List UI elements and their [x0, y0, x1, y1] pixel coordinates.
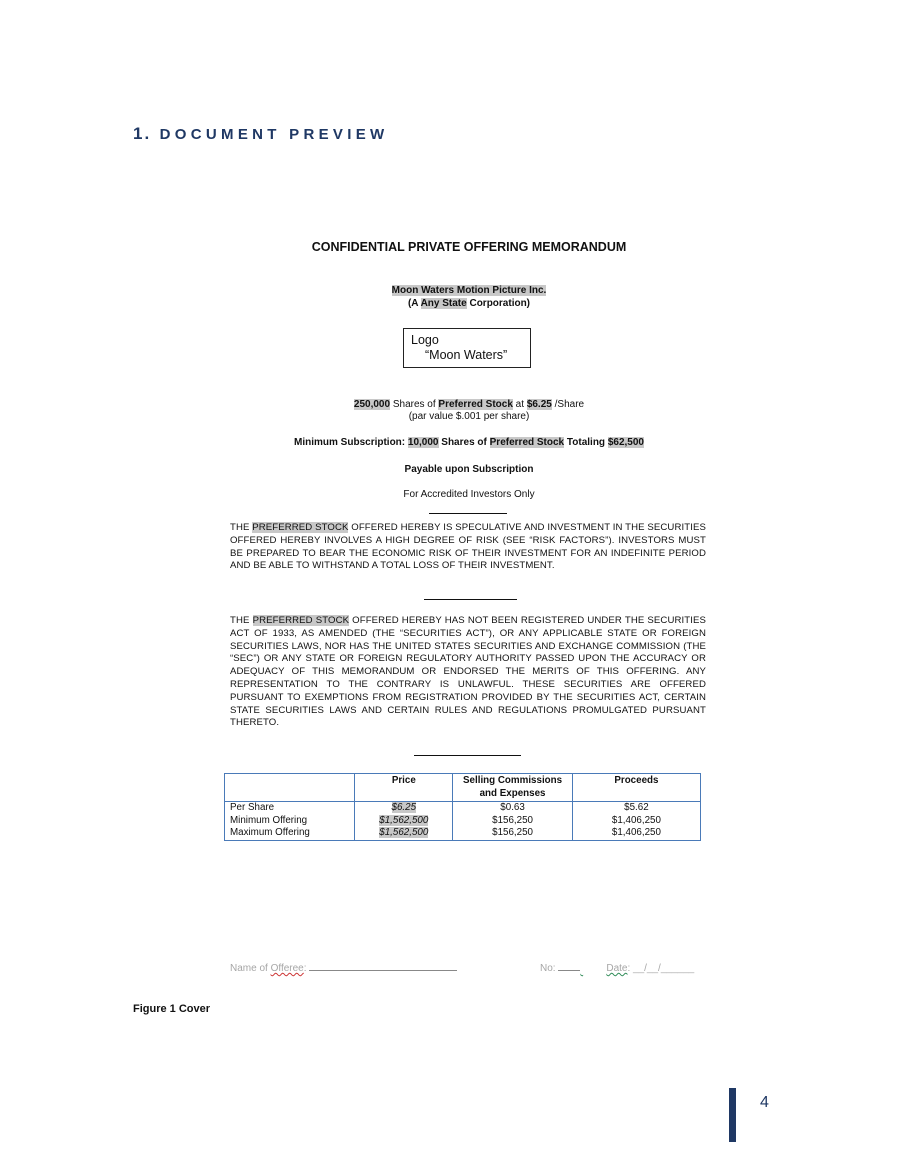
para1-lead: THE — [230, 522, 253, 533]
shares-offering — [0, 399, 900, 423]
para1-text: OFFERED HEREBY IS SPECULATIVE AND INVESTMENT IN THE SECURITIES OFFERED HEREBY INVOLVES A HIGH DEGREE OF RISK (SEE “RISK FACTORS”). INVESTORS MUST BE PREPARED TO BEAR THE ECONOMIC RISK OF THEIR INVESTMENT FOR AN INDEFINITE PERIOD AND BE ABLE TO WITHSTAND A TOTAL LOSS OF THEIR INVESTMENT. — [230, 522, 706, 572]
memo-title: CONFIDENTIAL PRIVATE OFFERING MEMORANDUM — [311, 240, 627, 254]
min-sub-count: 10,000 — [407, 437, 439, 448]
page-number: 4 — [760, 1094, 769, 1111]
row-price: $1,562,500 — [379, 827, 429, 839]
table-row — [225, 827, 701, 840]
table-header-price: Price — [355, 774, 453, 802]
table-header-row — [225, 774, 701, 802]
offeree-name-blank — [309, 961, 457, 971]
offeree-suffix: : — [303, 963, 307, 974]
table-row — [225, 815, 701, 828]
offeree-prefix: Name of — [230, 963, 271, 974]
accredited-note: For Accredited Investors Only — [403, 489, 535, 500]
logo-line-2: “Moon Waters” — [425, 348, 508, 362]
offeree-word: Offeree — [270, 963, 304, 974]
risk-paragraph — [230, 522, 706, 573]
state-suffix: Corporation) — [466, 298, 531, 309]
offeree-no-label: No: — [540, 963, 556, 974]
share-price: $6.25 — [526, 399, 552, 410]
table-header-commissions: Selling Commissions and Expenses — [453, 774, 573, 802]
divider — [429, 513, 507, 514]
logo-placeholder — [403, 328, 531, 368]
share-count: 250,000 — [353, 399, 391, 410]
section-title: DOCUMENT PREVIEW — [159, 126, 389, 143]
par-value: (par value $.001 per share) — [408, 411, 530, 422]
row-proceeds: $5.62 — [572, 802, 700, 815]
minimum-subscription — [0, 437, 900, 448]
min-sub-text-2: Totaling — [564, 437, 608, 448]
company-block — [0, 284, 900, 310]
shares-text-2: at — [512, 399, 527, 410]
table-row — [225, 802, 701, 815]
min-sub-total: $62,500 — [607, 437, 644, 448]
figure-caption: Figure 1 Cover — [133, 1003, 211, 1015]
row-label: Per Share — [230, 802, 275, 814]
company-name: Moon Waters Motion Picture Inc. — [391, 285, 547, 296]
section-heading — [133, 124, 388, 144]
payable-note: Payable upon Subscription — [404, 464, 534, 475]
offeree-date-label: Date — [606, 963, 628, 974]
min-sub-label: Minimum Subscription: — [294, 437, 408, 448]
row-commissions: $156,250 — [453, 815, 573, 828]
shares-text-1: Shares of — [390, 399, 439, 410]
para1-highlight: PREFERRED STOCK — [252, 522, 349, 533]
divider — [424, 599, 517, 600]
row-commissions: $0.63 — [453, 802, 573, 815]
grammar-squiggle — [580, 963, 606, 974]
table-header-proceeds: Proceeds — [572, 774, 700, 802]
page-number-bar — [729, 1088, 736, 1142]
logo-line-1: Logo — [411, 333, 439, 347]
offeree-no-blank — [558, 961, 580, 971]
offering-table — [224, 773, 701, 841]
para2-text: OFFERED HEREBY HAS NOT BEEN REGISTERED UNDER THE SECURITIES ACT OF 1933, AS AMENDED (THE “SECURITIES ACT”), OR ANY APPLICABLE STATE OR FOREIGN SECURITIES LAWS, NOR HAS THE UNITED STATES SECURITIES AND EXCHANGE COMMISSION (THE “SEC”) OR ANY STATE OR FOREIGN REGULATORY AUTHORITY PASSED UPON THE ACCURACY OR ADEQUACY OF THIS MEMORANDUM OR ENDORSED THE MERITS OF THIS OFFERING. ANY REPRESENTATION TO THE CONTRARY IS UNLAWFUL. THESE SECURITIES ARE OFFERED PURSUANT TO EXEMPTIONS FROM REGISTRATION PROVIDED BY THE SECURITIES ACT, CERTAIN STATE SECURITIES LAWS AND CERTAIN RULES AND REGULATIONS PROMULGATED PURSUANT THERETO. — [230, 615, 706, 729]
row-label: Minimum Offering — [230, 814, 308, 826]
stock-type: Preferred Stock — [438, 399, 513, 410]
state-prefix: (A — [407, 298, 421, 309]
offeree-name-field — [230, 961, 457, 974]
offeree-date-fill: : __/__/______ — [627, 963, 695, 974]
min-sub-text-1: Shares of — [438, 437, 490, 448]
row-label: Maximum Offering — [230, 827, 310, 839]
para2-highlight: PREFERRED STOCK — [252, 615, 350, 626]
divider — [414, 755, 521, 756]
shares-text-3: /Share — [551, 399, 585, 410]
row-proceeds: $1,406,250 — [572, 827, 700, 840]
row-proceeds: $1,406,250 — [572, 815, 700, 828]
registration-paragraph — [230, 615, 706, 730]
section-number: 1. — [133, 124, 152, 143]
row-price: $6.25 — [391, 802, 417, 814]
row-price: $1,562,500 — [379, 814, 429, 826]
table-header-blank — [225, 774, 355, 802]
state-name: Any State — [420, 298, 467, 309]
min-sub-stock: Preferred Stock — [489, 437, 565, 448]
offeree-number-date — [540, 961, 694, 974]
row-commissions: $156,250 — [453, 827, 573, 840]
para2-lead: THE — [230, 615, 253, 626]
